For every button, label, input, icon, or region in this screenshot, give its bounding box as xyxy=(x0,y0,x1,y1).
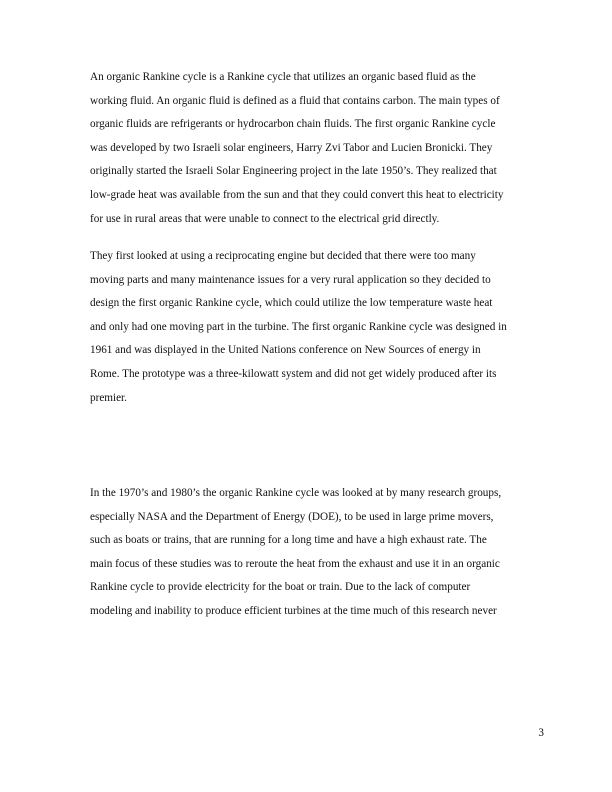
paragraph-line: Rome. The prototype was a three-kilowatt system and did not get widely produced after its xyxy=(90,367,497,380)
paragraph-line: was developed by two Israeli solar engineers, Harry Zvi Tabor and Lucien Bronicki. They xyxy=(90,141,493,154)
paragraph-line: In the 1970’s and 1980’s the organic Rankine cycle was looked at by many research groups, xyxy=(90,487,502,499)
paragraph-line: moving parts and many maintenance issues for a very rural application so they decided to xyxy=(90,273,491,286)
paragraph-line: Rankine cycle to provide electricity for the boat or train. Due to the lack of computer xyxy=(90,581,471,594)
paragraph-line: organic fluids are refrigerants or hydrocarbon chain fluids. The first organic Rankine cycle xyxy=(90,118,496,131)
paragraph-line: such as boats or trains, that are running for a long time and have a high exhaust rate. The xyxy=(90,534,487,547)
paragraph-line: especially NASA and the Department of Energy (DOE), to be used in large prime movers, xyxy=(90,510,494,523)
paragraph-line: premier. xyxy=(90,391,127,404)
paragraph-orc-definition xyxy=(90,66,545,231)
paragraph-line: main focus of these studies was to reroute the heat from the exhaust and use it in an organic xyxy=(90,557,500,570)
paragraph-line: low-grade heat was available from the sun and that they could convert this heat to electricity xyxy=(90,188,504,201)
paragraph-line: for use in rural areas that were unable to connect to the electrical grid directly. xyxy=(90,212,440,225)
paragraph-line: An organic Rankine cycle is a Rankine cycle that utilizes an organic based fluid as the xyxy=(90,71,476,83)
paragraph-line: modeling and inability to produce efficient turbines at the time much of this research never xyxy=(90,604,497,617)
paragraph-line: design the first organic Rankine cycle, which could utilize the low temperature waste heat xyxy=(90,297,493,310)
paragraph-line: and only had one moving part in the turbine. The first organic Rankine cycle was designed in xyxy=(90,320,507,333)
paragraph-line: originally started the Israeli Solar Engineering project in the late 1950’s. They realized that xyxy=(90,165,497,178)
paragraph-line: working fluid. An organic fluid is defined as a fluid that contains carbon. The main types of xyxy=(90,94,500,107)
paragraph-research-history xyxy=(90,482,545,624)
page-number: 3 xyxy=(538,727,544,739)
paragraph-line: They first looked at using a reciprocating engine but decided that there were too many xyxy=(90,250,476,262)
paragraph-first-design xyxy=(90,245,545,410)
paragraph-line: 1961 and was displayed in the United Nations conference on New Sources of energy in xyxy=(90,344,481,357)
